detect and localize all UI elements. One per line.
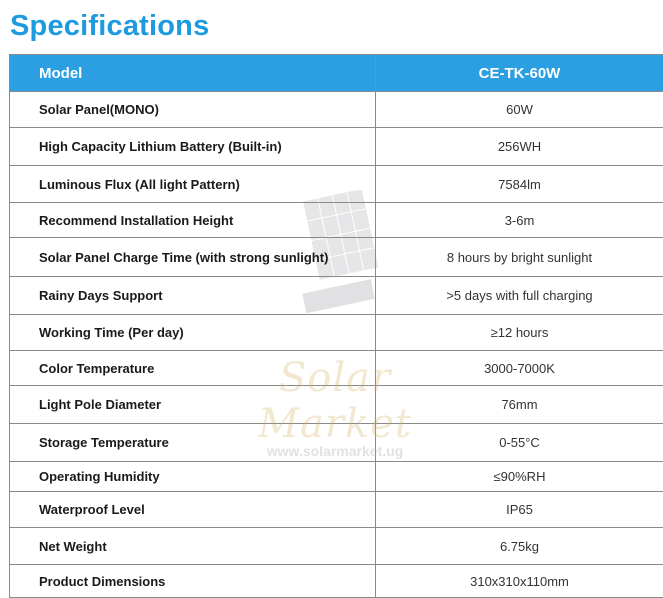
- spec-value: 3000-7000K: [376, 351, 663, 386]
- spec-value: ≤90%RH: [376, 462, 663, 492]
- spec-value: 256WH: [376, 128, 663, 166]
- spec-value: 6.75kg: [376, 528, 663, 565]
- table-row: [10, 277, 663, 315]
- table-row: [10, 528, 663, 565]
- spec-value: 310x310x110mm: [376, 565, 663, 598]
- table-row: [10, 92, 663, 128]
- watermark-url: www.solarmarket.ug: [215, 443, 455, 459]
- table-row: [10, 424, 663, 462]
- spec-value: 7584lm: [376, 166, 663, 203]
- page-title: Specifications: [10, 10, 209, 43]
- table-header-row: [10, 55, 663, 92]
- spec-name: Color Temperature: [10, 351, 376, 386]
- spec-value: 76mm: [376, 386, 663, 424]
- header-model-value: CE-TK-60W: [376, 55, 663, 92]
- table-row: [10, 128, 663, 166]
- spec-name: High Capacity Lithium Battery (Built-in): [10, 128, 376, 166]
- table-row: [10, 166, 663, 203]
- spec-value: 60W: [376, 92, 663, 128]
- table-row: [10, 203, 663, 238]
- spec-name: Storage Temperature: [10, 424, 376, 462]
- spec-name: Solar Panel Charge Time (with strong sunlight): [10, 238, 376, 277]
- table-row: [10, 315, 663, 351]
- spec-name: Rainy Days Support: [10, 277, 376, 315]
- spec-value: >5 days with full charging: [376, 277, 663, 315]
- spec-value: ≥12 hours: [376, 315, 663, 351]
- spec-value: IP65: [376, 492, 663, 528]
- spec-name: Solar Panel(MONO): [10, 92, 376, 128]
- spec-value: 3-6m: [376, 203, 663, 238]
- table-row: [10, 462, 663, 492]
- table-row: [10, 351, 663, 386]
- spec-name: Light Pole Diameter: [10, 386, 376, 424]
- spec-name: Product Dimensions: [10, 565, 376, 598]
- spec-name: Working Time (Per day): [10, 315, 376, 351]
- specifications-table: [9, 54, 663, 598]
- spec-name: Recommend Installation Height: [10, 203, 376, 238]
- table-row: [10, 386, 663, 424]
- spec-value: 8 hours by bright sunlight: [376, 238, 663, 277]
- table-row: [10, 565, 663, 598]
- spec-value: 0-55°C: [376, 424, 663, 462]
- spec-name: Luminous Flux (All light Pattern): [10, 166, 376, 203]
- spec-name: Operating Humidity: [10, 462, 376, 492]
- header-model-label: Model: [10, 55, 376, 92]
- table-row: [10, 238, 663, 277]
- spec-name: Waterproof Level: [10, 492, 376, 528]
- spec-name: Net Weight: [10, 528, 376, 565]
- watermark-brand: Solar Market: [215, 355, 455, 447]
- table-row: [10, 492, 663, 528]
